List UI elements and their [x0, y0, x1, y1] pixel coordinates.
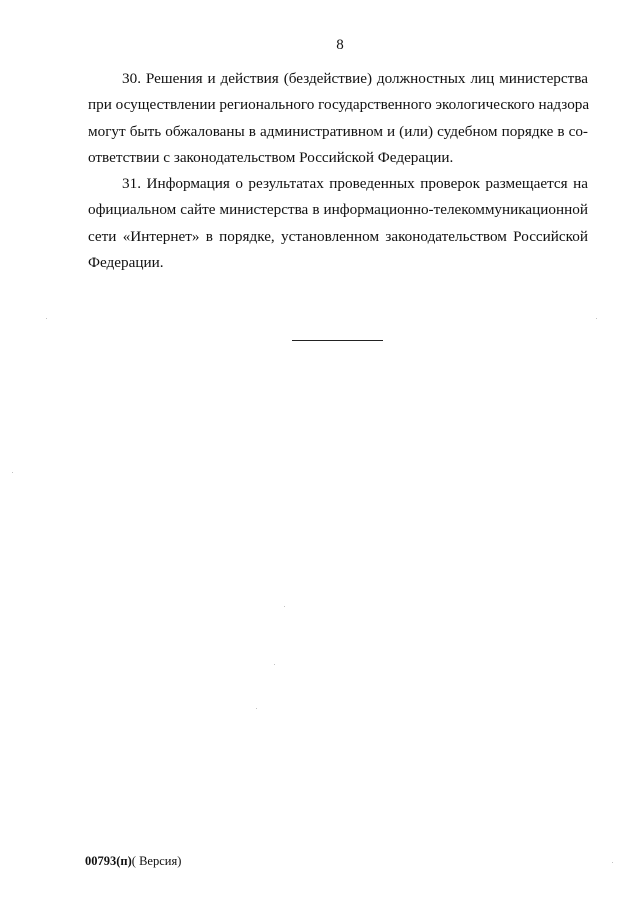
scan-speck [284, 606, 285, 607]
paragraph-31 [88, 171, 588, 276]
scan-speck [256, 708, 257, 709]
paragraph-30 [88, 66, 588, 171]
scan-speck [12, 472, 13, 473]
scan-speck [612, 862, 613, 863]
paragraph-line: сети «Интернет» в порядке, установленном законодательством Российской [88, 227, 588, 245]
paragraph-line: официальном сайте министерства в информационно-телекоммуникационной [88, 201, 588, 219]
paragraph-line: 31. Информация о результатах проведенных проверок размещается на [122, 175, 588, 192]
page-number: 8 [336, 37, 344, 53]
paragraph-line: 30. Решения и действия (бездействие) должностных лиц министерства [122, 70, 588, 87]
paragraph-line: Федерации. [88, 253, 164, 271]
scan-speck [46, 318, 47, 319]
paragraph-line: могут быть обжалованы в административном и (или) судебном порядке в со- [88, 122, 588, 140]
footer-doc-code: 00793(п) [85, 854, 132, 868]
scan-speck [274, 664, 275, 665]
scan-speck [596, 318, 597, 319]
paragraph-line: при осуществлении регионального государственного экологического надзора [88, 96, 590, 114]
footer-version-label: ( Версия) [131, 854, 182, 868]
footer-document-code [85, 853, 181, 869]
end-divider-line [292, 340, 383, 341]
paragraph-line: ответствии с законодательством Российской Федерации. [88, 148, 454, 166]
